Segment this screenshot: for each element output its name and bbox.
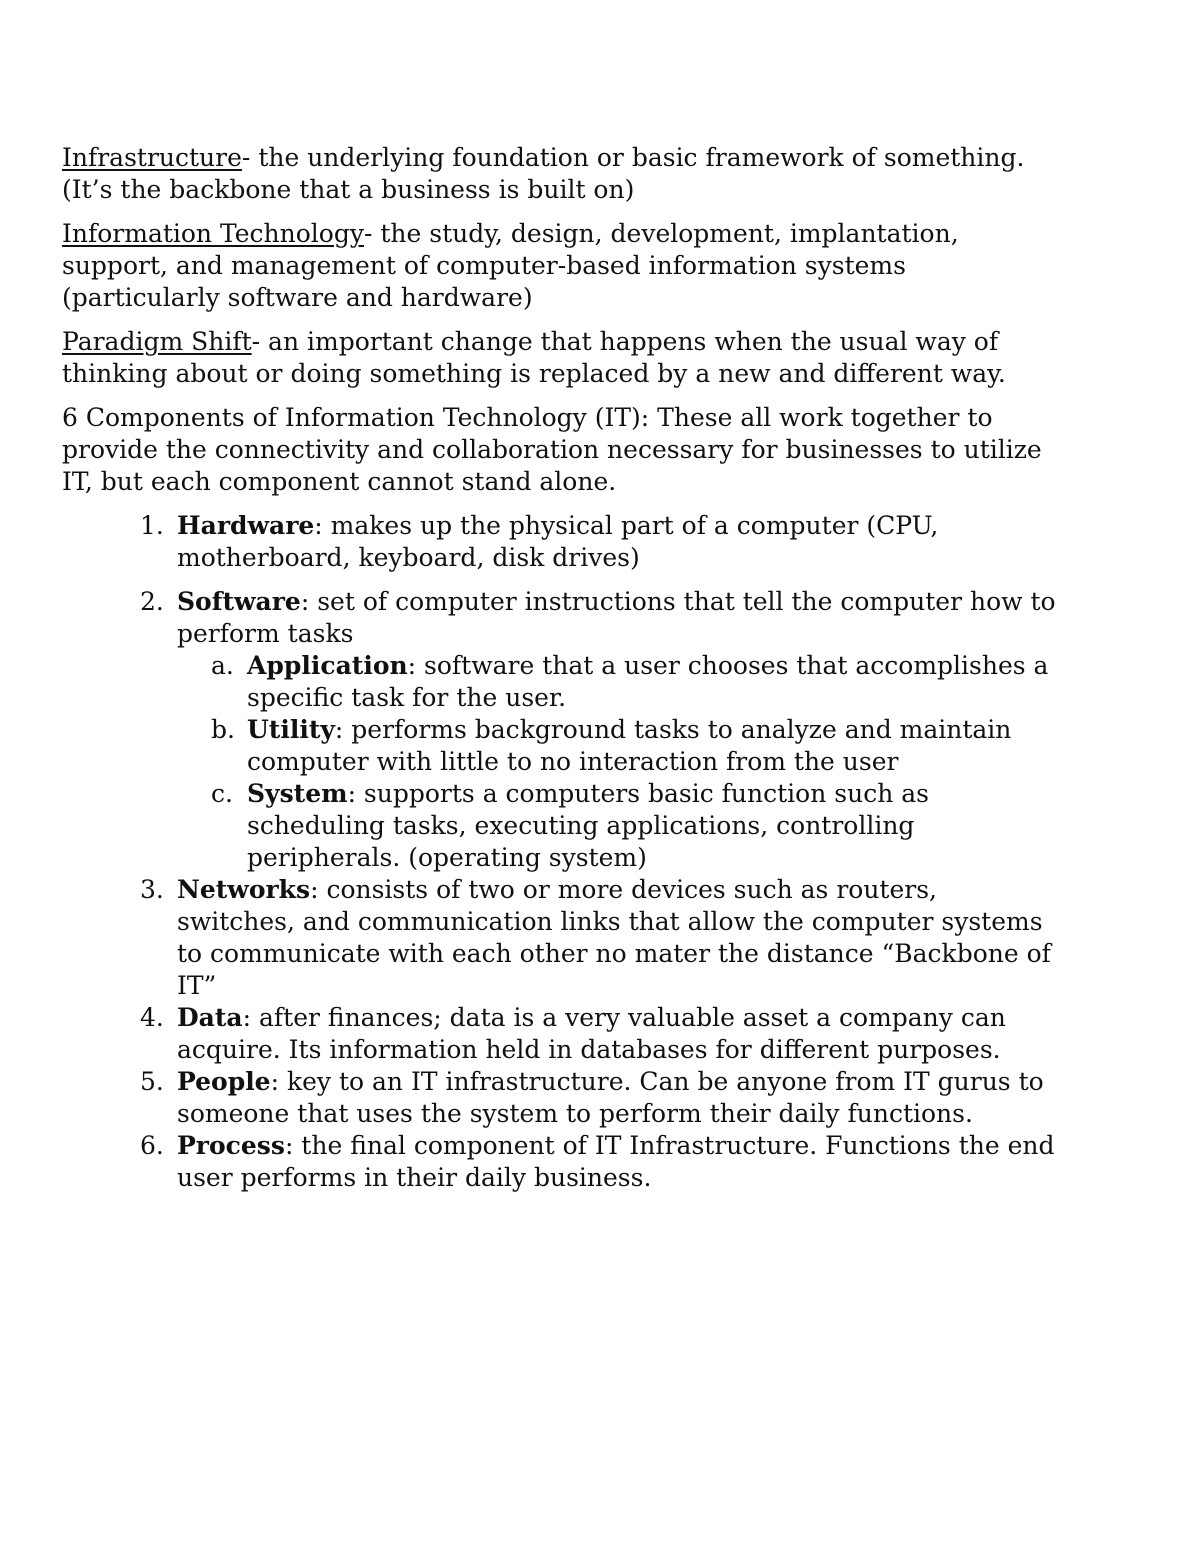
- component-process: [62, 1130, 1062, 1194]
- term-paradigm-shift: Paradigm Shift: [62, 327, 252, 356]
- list-number: 1.: [140, 511, 164, 540]
- software-type-name: System: [247, 779, 348, 808]
- software-types-list: [177, 650, 1062, 874]
- software-type-text: : supports a computers basic function such as scheduling tasks, executing applications, controlling peripherals. (operating system): [247, 779, 929, 872]
- component-name: Hardware: [177, 511, 315, 540]
- component-text: : makes up the physical part of a computer (CPU, motherboard, keyboard, disk drives): [177, 511, 939, 572]
- software-type-system: [177, 778, 1062, 874]
- list-number: 2.: [140, 587, 164, 616]
- component-text: : after finances; data is a very valuable asset a company can acquire. Its information held in databases for different purposes.: [177, 1003, 1006, 1064]
- software-type-name: Application: [247, 651, 408, 680]
- list-letter: a.: [211, 651, 234, 680]
- software-type-text: : software that a user chooses that accomplishes a specific task for the user.: [247, 651, 1049, 712]
- component-text: : key to an IT infrastructure. Can be anyone from IT gurus to someone that uses the system to perform their daily functions.: [177, 1067, 1044, 1128]
- component-networks: [62, 874, 1062, 1002]
- definition-text: - the underlying foundation or basic framework of something. (It’s the backbone that a business is built on): [62, 143, 1025, 204]
- term-infrastructure: Infrastructure: [62, 143, 242, 172]
- component-name: Software: [177, 587, 301, 616]
- definition-paradigm-shift: [62, 326, 1062, 390]
- component-text: : the final component of IT Infrastructure. Functions the end user performs in their daily business.: [177, 1131, 1055, 1192]
- software-type-application: [177, 650, 1062, 714]
- definition-infrastructure: [62, 142, 1062, 206]
- components-intro: 6 Components of Information Technology (IT): These all work together to provide the connectivity and collaboration necessary for businesses to utilize IT, but each component cannot stand alone.: [62, 403, 1042, 496]
- component-people: [62, 1066, 1062, 1130]
- component-name: People: [177, 1067, 271, 1096]
- component-name: Data: [177, 1003, 243, 1032]
- component-software: [62, 586, 1062, 874]
- list-letter: b.: [211, 715, 235, 744]
- definition-text: - an important change that happens when the usual way of thinking about or doing something is replaced by a new and different way.: [62, 327, 1006, 388]
- list-number: 3.: [140, 875, 164, 904]
- components-list: [62, 510, 1062, 1194]
- list-number: 6.: [140, 1131, 164, 1160]
- term-information-technology: Information Technology: [62, 219, 364, 248]
- component-hardware: [62, 510, 1062, 574]
- software-type-text: : performs background tasks to analyze and maintain computer with little to no interaction from the user: [247, 715, 1012, 776]
- list-number: 4.: [140, 1003, 164, 1032]
- component-name: Networks: [177, 875, 311, 904]
- list-letter: c.: [211, 779, 233, 808]
- definition-information-technology: [62, 218, 1062, 314]
- software-type-name: Utility: [247, 715, 335, 744]
- document-page: [62, 142, 1062, 1194]
- list-number: 5.: [140, 1067, 164, 1096]
- component-data: [62, 1002, 1062, 1066]
- definition-text: - the study, design, development, implantation, support, and management of computer-based information systems (particularly software and hardware): [62, 219, 959, 312]
- component-text: : consists of two or more devices such as routers, switches, and communication links that allow the computer systems to communicate with each other no mater the distance “Backbone of IT”: [177, 875, 1051, 1000]
- component-name: Process: [177, 1131, 285, 1160]
- component-text: : set of computer instructions that tell the computer how to perform tasks: [177, 587, 1056, 648]
- software-type-utility: [177, 714, 1062, 778]
